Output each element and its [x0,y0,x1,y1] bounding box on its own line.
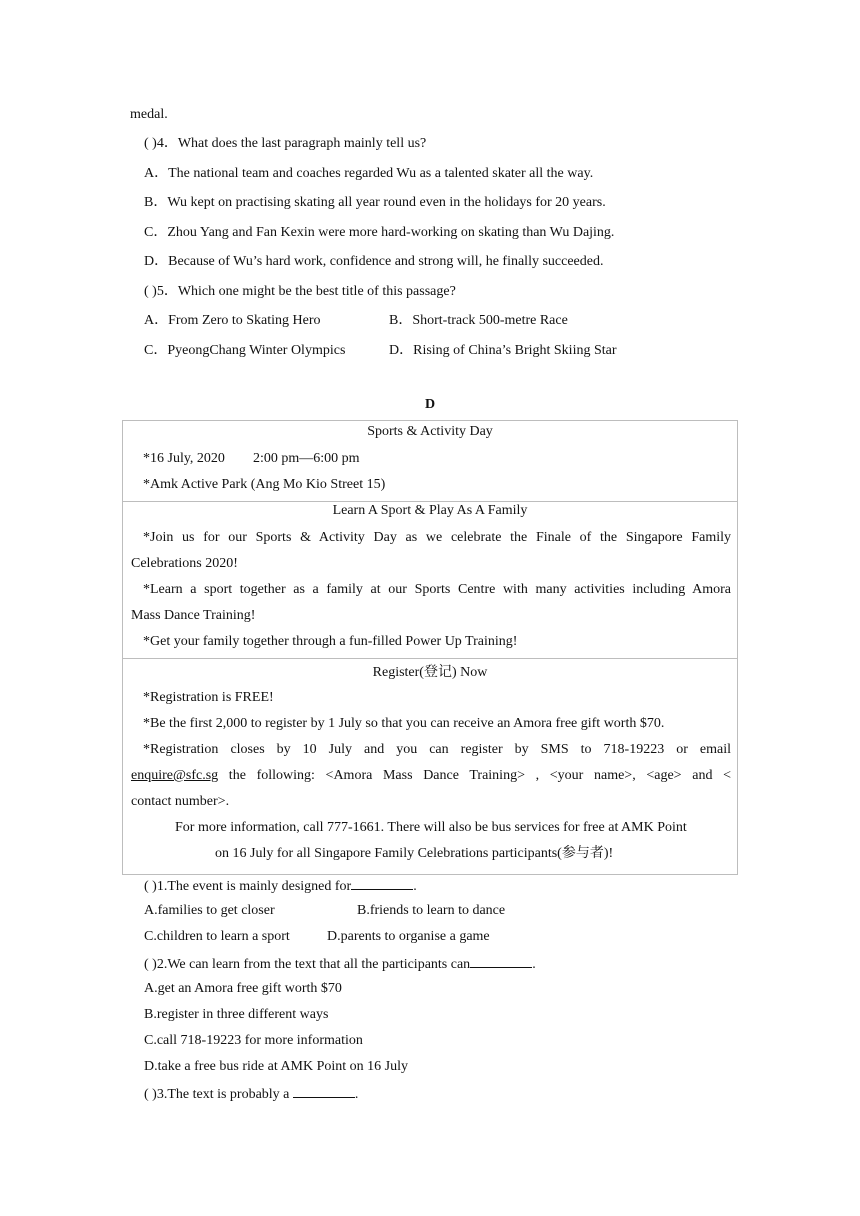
answer-blank [293,1084,355,1098]
question-4: ( )4．What does the last paragraph mainly tell us? [144,136,427,151]
d-question-1 [144,876,417,896]
question-4-option-d: D．Because of Wu’s hard work, confidence and strong will, he finally succeeded. [144,254,604,269]
box2-paragraph-2-line-2: Mass Dance Training! [131,608,256,623]
section-d-heading: D [424,397,436,412]
d-question-2-option-b: B.register in three different ways [144,1007,329,1022]
box-divider [123,658,737,659]
d-question-1-option-b: B.friends to learn to dance [357,903,506,918]
question-5-option-b: B．Short-track 500-metre Race [389,313,568,328]
d-question-3-text: ( )3.The text is probably a [144,1087,293,1102]
box3-title: Register(登记) Now [372,665,488,680]
d-question-2-option-a: A.get an Amora free gift worth $70 [144,981,342,996]
d-question-2-text: ( )2.We can learn from the text that all the participants can [144,957,471,972]
box2-paragraph-1-line-2: Celebrations 2020! [131,556,238,571]
d-question-2-option-c: C.call 718-19223 for more information [144,1033,363,1048]
box3-info-line-2: on 16 July for all Singapore Family Celebrations participants(参与者)! [215,846,614,861]
event-date: *16 July, 2020 [143,451,225,466]
event-place: *Amk Active Park (Ang Mo Kio Street 15) [143,477,386,492]
question-5-option-c: C．PyeongChang Winter Olympics [144,343,346,358]
event-notice-box [122,420,738,875]
box1-title: Sports & Activity Day [367,424,493,439]
box3-paragraph-2: *Be the first 2,000 to register by 1 July so that you can receive an Amora free gift worth $70. [143,716,665,731]
box3-info-line-1: For more information, call 777-1661. There will also be bus services for free at AMK Point [175,820,687,835]
d-question-2-end: . [532,957,536,972]
answer-blank [470,954,532,968]
d-question-3-end: . [354,1087,359,1102]
box2-title: Learn A Sport & Play As A Family [332,503,528,518]
email-link[interactable]: enquire@sfc.sg [131,768,219,783]
question-4-option-b: B．Wu kept on practising skating all year round even in the holidays for 20 years. [144,195,606,210]
question-5-option-a: A．From Zero to Skating Hero [144,313,321,328]
box3-paragraph-3-line-2 [131,767,731,785]
d-question-2-option-d: D.take a free bus ride at AMK Point on 16 July [144,1059,409,1074]
box2-paragraph-1-line-1: *Join us for our Sports & Activity Day as we celebrate the Finale of the Singapore Family [143,530,731,545]
box3-paragraph-3-line-1: *Registration closes by 10 July and you can register by SMS to 718-19223 or email [143,742,731,757]
event-time: 2:00 pm—6:00 pm [252,451,360,466]
box3-paragraph-1: *Registration is FREE! [143,690,274,705]
box-divider [123,501,737,502]
d-question-3 [144,1084,358,1104]
question-4-option-a: A．The national team and coaches regarded Wu as a talented skater all the way. [144,166,594,181]
box2-paragraph-3: *Get your family together through a fun-filled Power Up Training! [143,634,518,649]
question-5-option-d: D．Rising of China’s Bright Skiing Star [389,343,617,358]
d-question-1-end: . [413,879,417,894]
box3-paragraph-3-line-2-text: the following: <Amora Mass Dance Training> , <your name>, <age> and < [218,768,731,783]
question-4-option-c: C．Zhou Yang and Fan Kexin were more hard-working on skating than Wu Dajing. [144,225,615,240]
d-question-1-text: ( )1.The event is mainly designed for [144,879,352,894]
box3-paragraph-3-line-3: contact number>. [131,794,230,809]
event-date-time [143,450,731,468]
box2-paragraph-2-line-1: *Learn a sport together as a family at our Sports Centre with many activities including Amora [143,582,731,597]
answer-blank [351,876,413,890]
d-question-1-option-d: D.parents to organise a game [327,929,490,944]
d-question-1-option-a: A.families to get closer [144,903,275,918]
question-5: ( )5．Which one might be the best title of this passage? [144,284,456,299]
passage-tail-text: medal. [130,107,168,122]
d-question-1-option-c: C.children to learn a sport [144,929,290,944]
d-question-2 [144,954,536,974]
